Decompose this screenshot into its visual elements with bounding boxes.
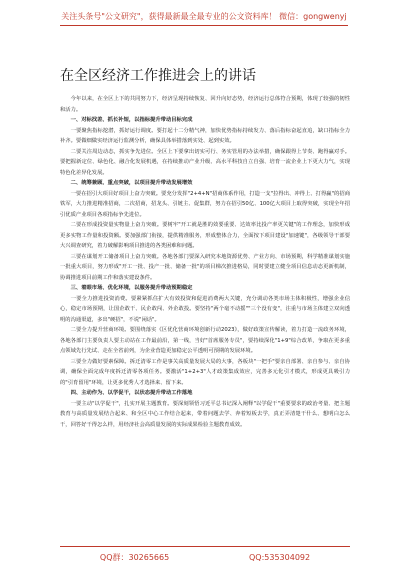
body-paragraph: 三要全力做好要素保障。拆迁清零工作是事关高质量发展大局的大事，各板块"一把手"要亲自部署、亲自参与、亲自协调，确保全面完成年度拆迁清零各项任务。要激活"1+2+3"人才政策集成效应，完善多元化引才模式，形成更具吸引力的"引育留用"环境，让更多优秀人才选择来、留下来。 bbox=[60, 358, 350, 386]
page-title: 在全区经济工作推进会上的讲话 bbox=[60, 68, 256, 84]
section-heading: 二、统筹兼顾、重点突破，以项目提升带动发展增效 bbox=[70, 180, 193, 186]
body-paragraph: 一要聚焦指标挖潜，抓好运行调度。要打起十二分精气神，加快优势指标持续发力、落后指标奋起直追，缺口指标全力补齐。要做细做实经济运行监测分析，确保具体举措落到实处、起到实效。 bbox=[60, 127, 350, 144]
promo-banner bbox=[60, 6, 348, 36]
section-heading: 三、着眼市场、优化环境，以服务提升带动预期稳定 bbox=[70, 285, 193, 291]
section-heading: 四、主动作为、以学促干，以状态提升带动工作落地 bbox=[70, 390, 193, 396]
page-footer bbox=[60, 546, 350, 567]
body-paragraph: 二要全力提升营商环境。要围绕落实《区优化营商环境创新行动2023》，做好政策宣传解读，着力打造一流政务环境，各地各部门主要负责人要主动站在工作最前沿，第一线，当好"首席服务专员"，要持续深化"1+9"综合改革，争取在更多重点领域先行先试、走在全省前列，为企业营造更加稳定公平透明可预期的发展环境。 bbox=[60, 327, 350, 354]
body-paragraph: 一要主动"以学促干"，扎实开展主题教育。要深刻领悟习近平总书记深入阐释"以学促干"重要要求的政治考量、把主题教育与高质量发展结合起来、和全区中心工作结合起来，带着问题去学、奔着短板去学，真正弄清楚干什么、想明白怎么干，回答好干得怎么样，用经济社会高质量发展的实际成果检验主题教育成效。 bbox=[60, 400, 350, 428]
document-body bbox=[60, 94, 350, 544]
body-paragraph: 一要在招引大项目好项目上奋力突破。要充分发挥"2+4+N"招商体系作用，打造一支"拉得出、冲得上、打得赢"的招商铁军，大力推进精准招商，二次招商，招龙头、引链主、促集群，努力在招引50亿、100亿大项目上取得突破，实现全年招引优质产业项目各项指标争先进位。 bbox=[60, 190, 350, 218]
body-paragraph: 一要全力推进投资消费。要紧紧抓住扩大有效投资和促进消费两大关键，充分调动各类市场主体积极性，增强企业信心，稳定市场预期，让国企敢干、民企敢闯、外企敢投。要坚持"两个毫不动摇""三个没有变"，注重与市场主体建立双向透明的沟通渠道，多出"硬招"，不说"闲话"。 bbox=[60, 295, 350, 323]
body-paragraph: 二要在形成投资量实物量上奋力突破。要树牢"开工就是胜的效要重要、达效率比投产率更关键"的工作理念，加快形成更多实物工作量和投资额。要加强部门衔接，提供精准服务，形成整体合力，全面按下项目建设"加速键"，各级领导干部要大兴调查研究，着力破解影响项目推进的各类困难和问题。 bbox=[60, 222, 350, 249]
body-paragraph: 今年以来，在全区上下的共同努力下，经济呈现持续恢复、回升向好态势，经济运行总体符合预期，体现了较强的韧性和活力。 bbox=[60, 96, 350, 113]
footer-qq-group: QQ群：30265665 bbox=[99, 552, 170, 562]
footer-qq: QQ:535304092 bbox=[248, 552, 311, 562]
promo-banner-text: 关注头条号"公文研究"，获得最新最全最专业的公文资料库！ 微信：gongwenyj bbox=[60, 6, 348, 26]
section-heading: 一、对标找差、抓长补短，以指标提升带动目标完成 bbox=[70, 117, 193, 123]
body-paragraph: 二要关注周边动态，抓实争先进位。全区上下要拿出切实可行、务实管用的办法举措，确保跟得上节奏、跑得赢对手。要把握新定位、绿色化、融合化发展机遇，在持续推动产业升级、高水平科技自立自强、培育一流企业上下更大力气，实现特色化差异化发展。 bbox=[60, 148, 350, 176]
body-paragraph: 三要在谋划开工储备项目上奋力突破。各地各部门要深入研究本地资源优势、产业方向、市场预期，科学精准谋划实施一批重大项目，努力形成"开工一批、投产一批、储备一批"的项目梯次推进格局，同时要建立健全项目信息动态更新机制，协调推进项目前期工作和落实建设条件。 bbox=[60, 253, 350, 281]
